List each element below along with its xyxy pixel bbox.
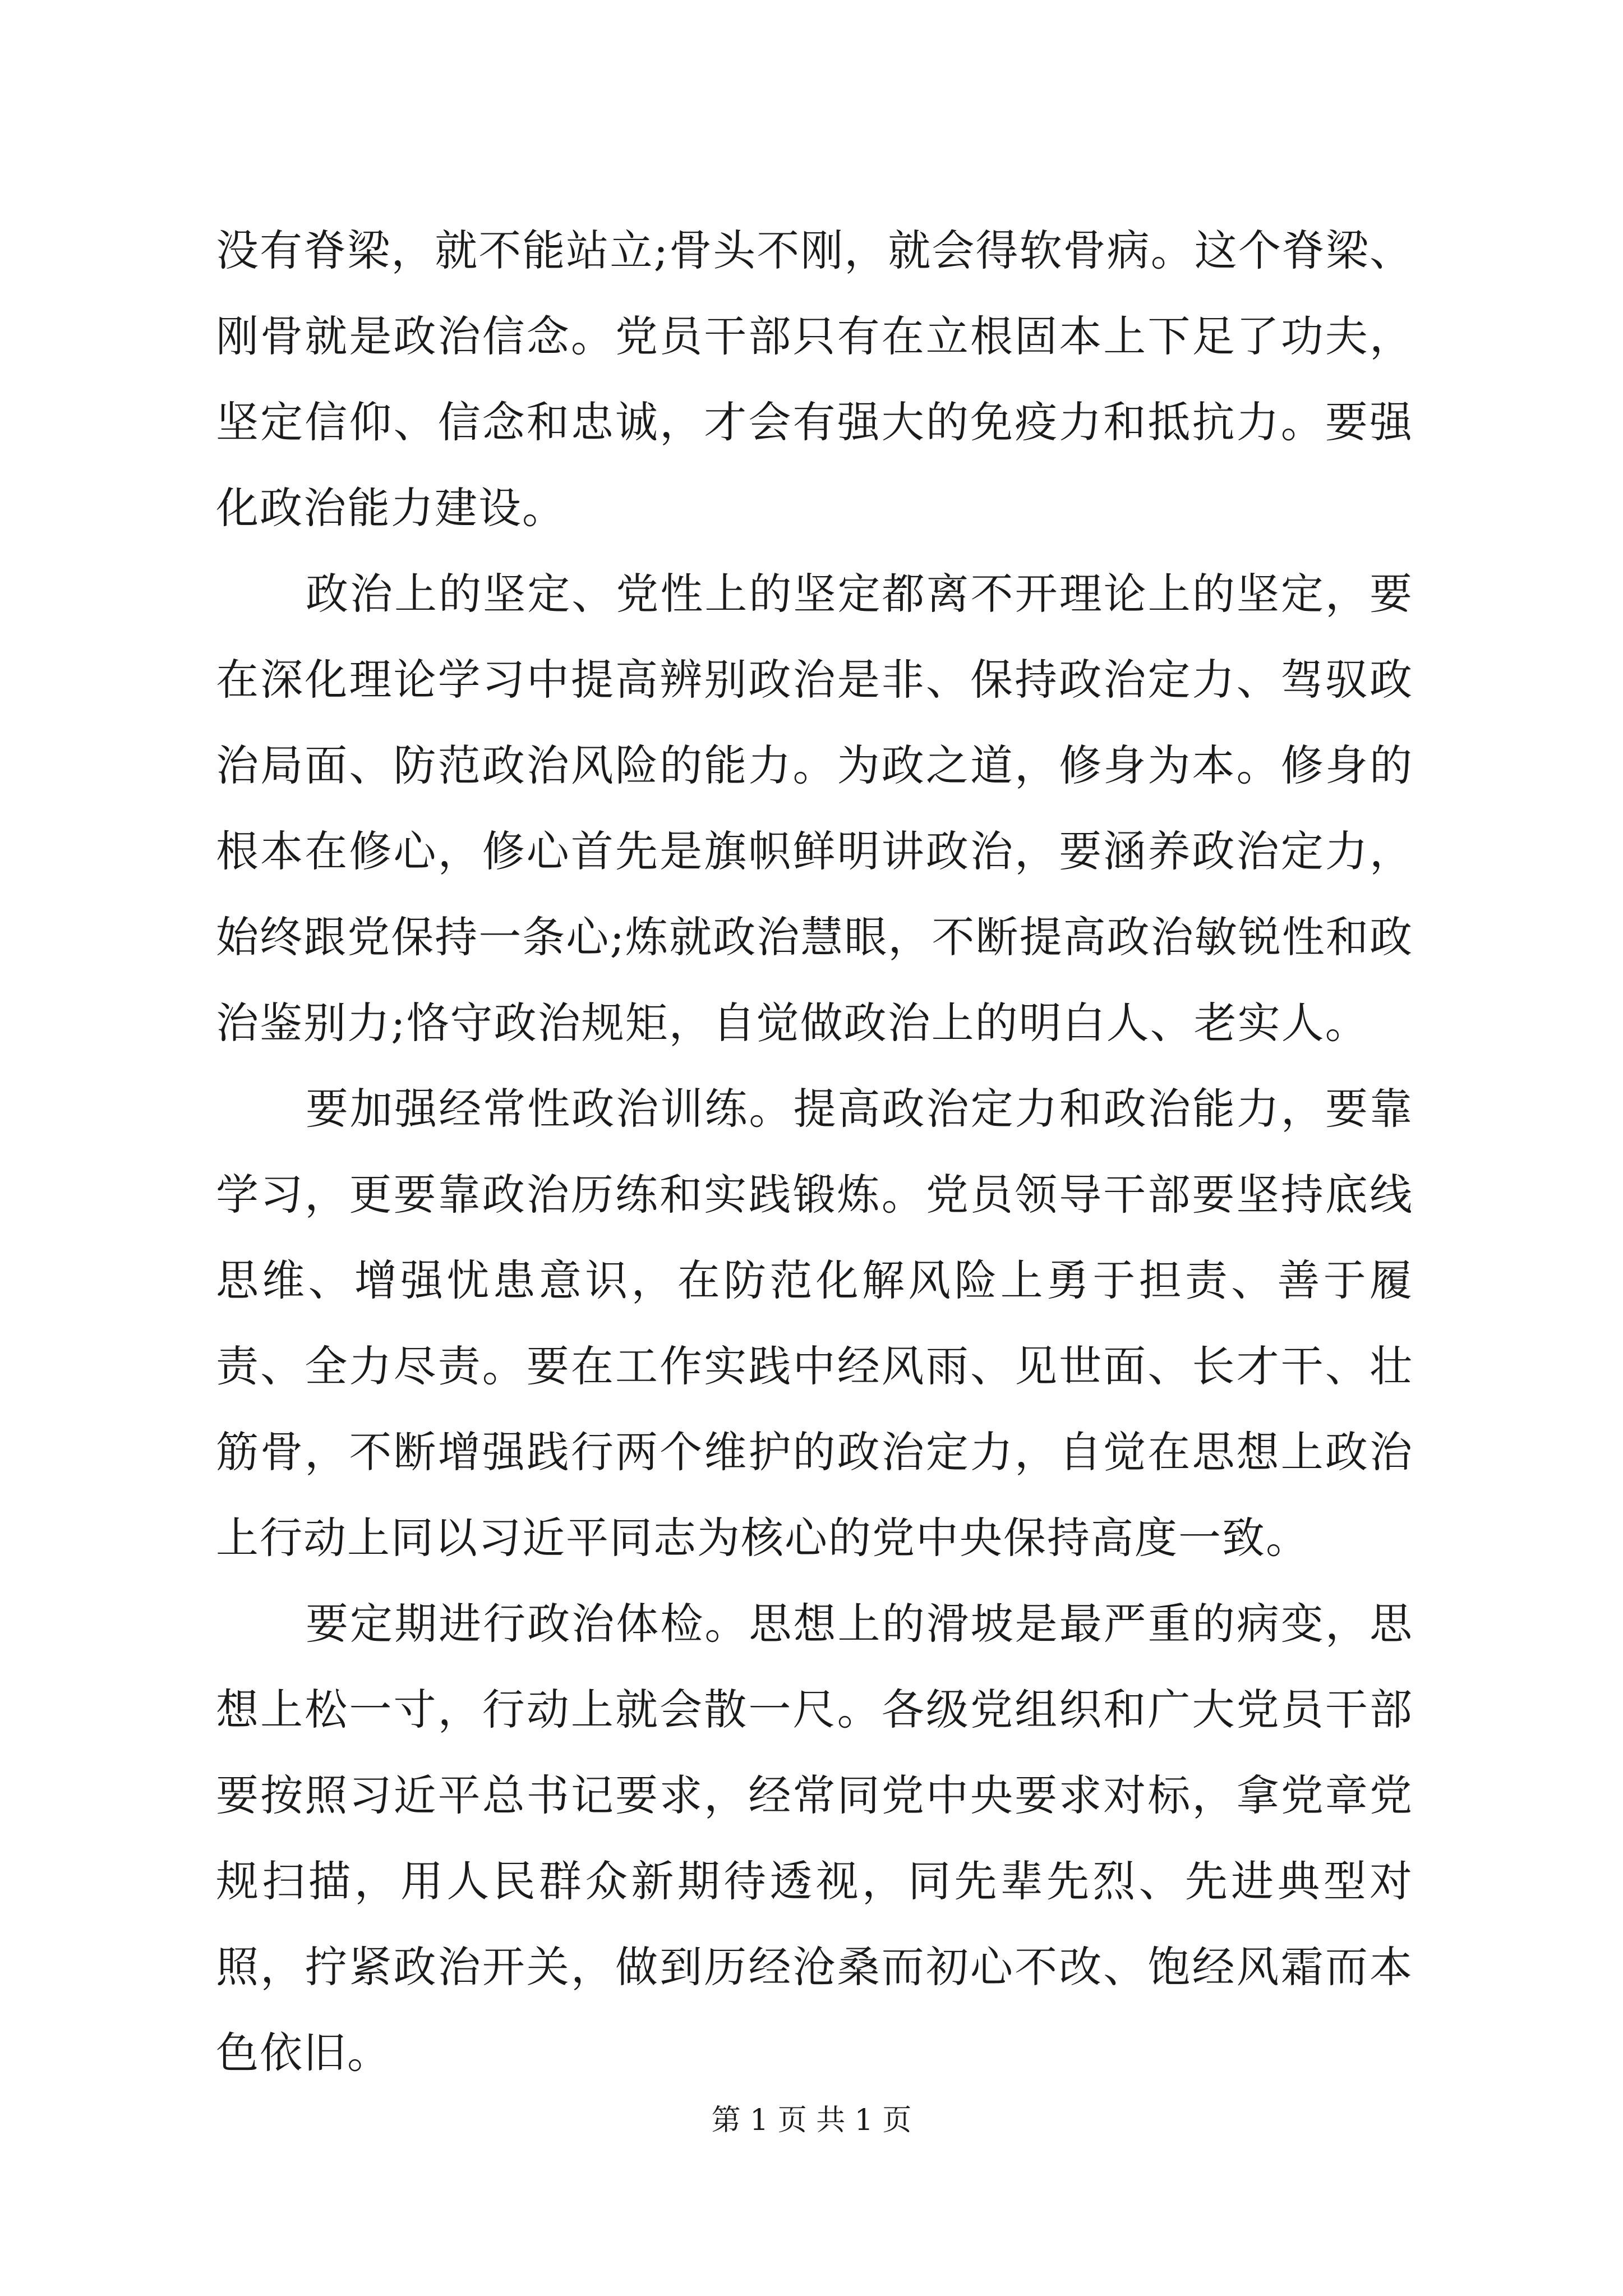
document-body: [216, 208, 1413, 2096]
page-number-footer: 第 1 页 共 1 页: [711, 2104, 912, 2137]
paragraph-4: 要定期进行政治体检。思想上的滑坡是最严重的病变，思想上松一寸，行动上就会散一尺。各级党组织和广大党员干部要按照习近平总书记要求，经常同党中央要求对标，拿党章党规扫描，用人民群众新期待透视，同先辈先烈、先进典型对照，拧紧政治开关，做到历经沧桑而初心不改、饱经风霜而本色依旧。: [216, 1599, 1413, 2078]
paragraph-1: 没有脊梁，就不能站立;骨头不刚，就会得软骨病。这个脊梁、刚骨就是政治信念。党员干部只有在立根固本上下足了功夫，坚定信仰、信念和忠诚，才会有强大的免疫力和抵抗力。要强化政治能力建设。: [216, 226, 1413, 533]
paragraph-2: 政治上的坚定、党性上的坚定都离不开理论上的坚定，要在深化理论学习中提高辨别政治是非、保持政治定力、驾驭政治局面、防范政治风险的能力。为政之道，修身为本。修身的根本在修心，修心首先是旗帜鲜明讲政治，要涵养政治定力，始终跟党保持一条心;炼就政治慧眼，不断提高政治敏锐性和政治鉴别力;恪守政治规矩，自觉做政治上的明白人、老实人。: [216, 569, 1413, 1048]
paragraph-3: 要加强经常性政治训练。提高政治定力和政治能力，要靠学习，更要靠政治历练和实践锻炼。党员领导干部要坚持底线思维、增强忧患意识，在防范化解风险上勇于担责、善于履责、全力尽责。要在工作实践中经风雨、见世面、长才干、壮筋骨，不断增强践行两个维护的政治定力，自觉在思想上政治上行动上同以习近平同志为核心的党中央保持高度一致。: [216, 1084, 1413, 1563]
